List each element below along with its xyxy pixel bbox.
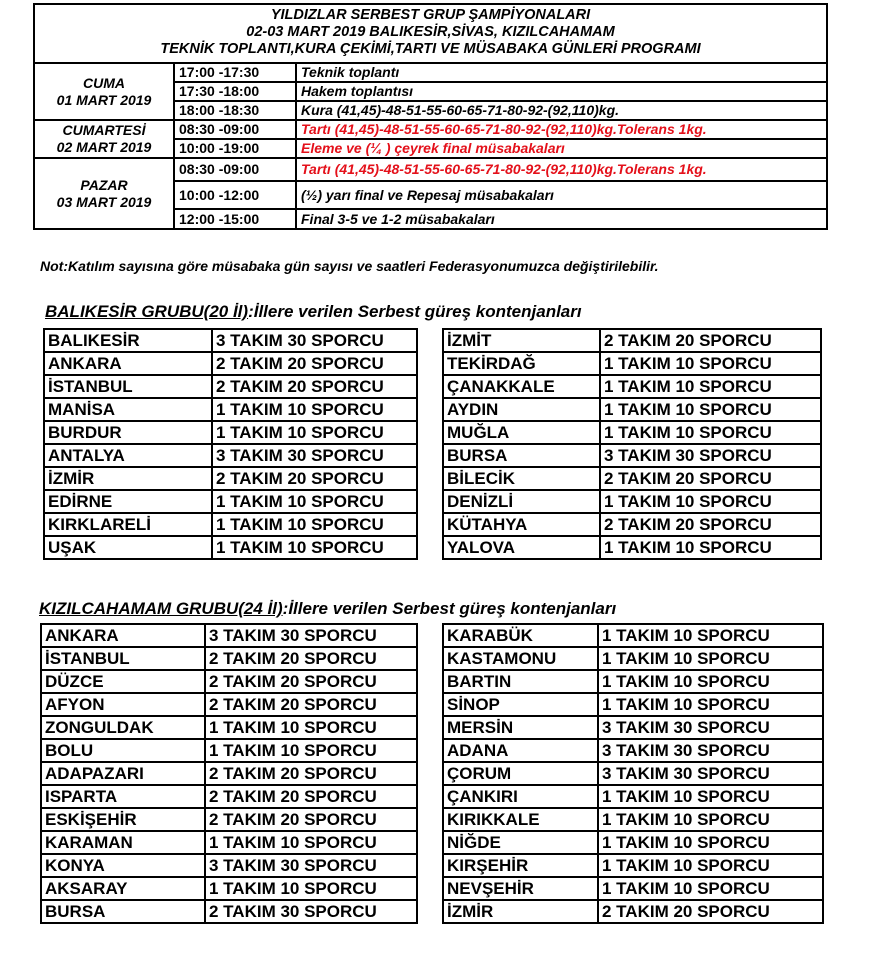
- quota-row: [44, 467, 821, 490]
- kizilcahamam-group-name: KIZILCAHAMAM GRUBU(24 İl): [39, 599, 283, 618]
- quota-cell: 3 TAKIM 30 SPORCU: [212, 444, 417, 467]
- quota-row: [41, 670, 823, 693]
- quota-cell: 1 TAKIM 10 SPORCU: [600, 536, 821, 559]
- quota-cell: 1 TAKIM 10 SPORCU: [600, 375, 821, 398]
- schedule-title-line: YILDIZLAR SERBEST GRUP ŞAMPİYONALARI: [270, 7, 591, 23]
- province-cell: TEKİRDAĞ: [443, 352, 600, 375]
- province-cell: ÇORUM: [443, 762, 598, 785]
- quota-cell: 1 TAKIM 10 SPORCU: [212, 490, 417, 513]
- province-cell: YALOVA: [443, 536, 600, 559]
- column-gap: [417, 375, 443, 398]
- day-cell: [34, 158, 174, 229]
- quota-cell: 2 TAKIM 20 SPORCU: [212, 352, 417, 375]
- column-gap: [417, 739, 443, 762]
- quota-row: [41, 854, 823, 877]
- province-cell: ESKİŞEHİR: [41, 808, 205, 831]
- quota-cell: 3 TAKIM 30 SPORCU: [598, 739, 823, 762]
- quota-row: [41, 900, 823, 923]
- quota-cell: 2 TAKIM 20 SPORCU: [205, 808, 417, 831]
- quota-row: [44, 490, 821, 513]
- balikesir-quota-table: [43, 328, 822, 560]
- quota-row: [41, 808, 823, 831]
- time-cell: 17:00 -17:30: [174, 63, 296, 82]
- province-cell: ANKARA: [41, 624, 205, 647]
- quota-row: [44, 375, 821, 398]
- schedule-title: [34, 4, 827, 63]
- quota-row: [44, 421, 821, 444]
- province-cell: AKSARAY: [41, 877, 205, 900]
- event-cell: Eleme ve (¼ ) çeyrek final müsabakaları: [296, 139, 827, 158]
- quota-cell: 3 TAKIM 30 SPORCU: [598, 716, 823, 739]
- column-gap: [417, 900, 443, 923]
- column-gap: [417, 877, 443, 900]
- event-cell: Final 3-5 ve 1-2 müsabakaları: [296, 209, 827, 229]
- province-cell: DÜZCE: [41, 670, 205, 693]
- day-cell: [34, 120, 174, 158]
- quota-cell: 1 TAKIM 10 SPORCU: [212, 513, 417, 536]
- province-cell: UŞAK: [44, 536, 212, 559]
- quota-row: [44, 513, 821, 536]
- province-cell: İZMİT: [443, 329, 600, 352]
- province-cell: MUĞLA: [443, 421, 600, 444]
- quota-cell: 2 TAKIM 20 SPORCU: [600, 467, 821, 490]
- province-cell: ISPARTA: [41, 785, 205, 808]
- column-gap: [417, 329, 443, 352]
- province-cell: BALIKESİR: [44, 329, 212, 352]
- day-cell: [34, 63, 174, 120]
- quota-cell: 1 TAKIM 10 SPORCU: [598, 624, 823, 647]
- province-cell: İSTANBUL: [41, 647, 205, 670]
- kizilcahamam-group-title: [39, 599, 616, 619]
- quota-cell: 3 TAKIM 30 SPORCU: [212, 329, 417, 352]
- province-cell: KIRŞEHİR: [443, 854, 598, 877]
- column-gap: [417, 785, 443, 808]
- kizilcahamam-group-subtitle: :İllere verilen Serbest güreş kontenjanları: [282, 599, 617, 618]
- column-gap: [417, 352, 443, 375]
- event-cell: Kura (41,45)-48-51-55-60-65-71-80-92-(92,110)kg.: [296, 101, 827, 120]
- day-date: 02 MART 2019: [56, 139, 152, 155]
- quota-cell: 1 TAKIM 10 SPORCU: [205, 831, 417, 854]
- day-name: PAZAR: [80, 176, 128, 193]
- quota-cell: 1 TAKIM 10 SPORCU: [598, 647, 823, 670]
- column-gap: [417, 536, 443, 559]
- time-cell: 10:00 -12:00: [174, 181, 296, 209]
- province-cell: İZMİR: [443, 900, 598, 923]
- column-gap: [417, 670, 443, 693]
- quota-cell: 1 TAKIM 10 SPORCU: [205, 739, 417, 762]
- quota-row: [41, 693, 823, 716]
- quota-row: [41, 716, 823, 739]
- quota-cell: 1 TAKIM 10 SPORCU: [598, 785, 823, 808]
- time-cell: 18:00 -18:30: [174, 101, 296, 120]
- province-cell: KIRIKKALE: [443, 808, 598, 831]
- balikesir-group-subtitle: :İllere verilen Serbest güreş kontenjanları: [248, 302, 582, 321]
- province-cell: ADAPAZARI: [41, 762, 205, 785]
- province-cell: AYDIN: [443, 398, 600, 421]
- time-cell: 10:00 -19:00: [174, 139, 296, 158]
- event-cell: Tartı (41,45)-48-51-55-60-65-71-80-92-(92,110)kg.Tolerans 1kg.: [296, 158, 827, 181]
- column-gap: [417, 444, 443, 467]
- time-cell: 08:30 -09:00: [174, 120, 296, 139]
- province-cell: BARTIN: [443, 670, 598, 693]
- province-cell: ÇANKIRI: [443, 785, 598, 808]
- quota-cell: 2 TAKIM 20 SPORCU: [205, 647, 417, 670]
- time-cell: 08:30 -09:00: [174, 158, 296, 181]
- column-gap: [417, 808, 443, 831]
- province-cell: BURDUR: [44, 421, 212, 444]
- province-cell: KARAMAN: [41, 831, 205, 854]
- time-cell: 17:30 -18:00: [174, 82, 296, 101]
- province-cell: İSTANBUL: [44, 375, 212, 398]
- province-cell: ANKARA: [44, 352, 212, 375]
- column-gap: [417, 467, 443, 490]
- province-cell: ADANA: [443, 739, 598, 762]
- event-cell: Teknik toplantı: [296, 63, 827, 82]
- quota-cell: 1 TAKIM 10 SPORCU: [212, 398, 417, 421]
- province-cell: MANİSA: [44, 398, 212, 421]
- column-gap: [417, 513, 443, 536]
- quota-cell: 1 TAKIM 10 SPORCU: [205, 716, 417, 739]
- schedule-row: [34, 158, 827, 181]
- quota-cell: 1 TAKIM 10 SPORCU: [212, 536, 417, 559]
- quota-row: [41, 785, 823, 808]
- schedule-row: [34, 63, 827, 82]
- schedule-row: [34, 120, 827, 139]
- quota-cell: 3 TAKIM 30 SPORCU: [205, 624, 417, 647]
- quota-cell: 1 TAKIM 10 SPORCU: [598, 877, 823, 900]
- schedule-title-line: TEKNİK TOPLANTI,KURA ÇEKİMİ,TARTI VE MÜSABAKA GÜNLERİ PROGRAMI: [160, 41, 701, 57]
- day-name: CUMA: [83, 74, 125, 91]
- column-gap: [417, 693, 443, 716]
- event-cell: Tartı (41,45)-48-51-55-60-65-71-80-92-(92,110)kg.Tolerans 1kg.: [296, 120, 827, 139]
- schedule-table: [33, 3, 828, 230]
- province-cell: NİĞDE: [443, 831, 598, 854]
- quota-cell: 3 TAKIM 30 SPORCU: [598, 762, 823, 785]
- province-cell: BOLU: [41, 739, 205, 762]
- province-cell: SİNOP: [443, 693, 598, 716]
- column-gap: [417, 831, 443, 854]
- province-cell: KÜTAHYA: [443, 513, 600, 536]
- quota-cell: 2 TAKIM 20 SPORCU: [600, 513, 821, 536]
- quota-cell: 1 TAKIM 10 SPORCU: [598, 854, 823, 877]
- quota-row: [44, 352, 821, 375]
- kizilcahamam-quota-table: [40, 623, 824, 924]
- quota-cell: 2 TAKIM 20 SPORCU: [600, 329, 821, 352]
- column-gap: [417, 490, 443, 513]
- province-cell: BURSA: [443, 444, 600, 467]
- province-cell: İZMİR: [44, 467, 212, 490]
- quota-row: [44, 398, 821, 421]
- column-gap: [417, 716, 443, 739]
- quota-cell: 1 TAKIM 10 SPORCU: [598, 808, 823, 831]
- quota-cell: 1 TAKIM 10 SPORCU: [600, 352, 821, 375]
- quota-row: [41, 762, 823, 785]
- quota-cell: 1 TAKIM 10 SPORCU: [600, 490, 821, 513]
- quota-cell: 2 TAKIM 20 SPORCU: [205, 670, 417, 693]
- province-cell: BİLECİK: [443, 467, 600, 490]
- column-gap: [417, 854, 443, 877]
- quota-row: [44, 536, 821, 559]
- quota-cell: 2 TAKIM 20 SPORCU: [205, 762, 417, 785]
- quota-cell: 2 TAKIM 20 SPORCU: [205, 693, 417, 716]
- quota-row: [41, 624, 823, 647]
- column-gap: [417, 647, 443, 670]
- quota-row: [41, 739, 823, 762]
- quota-cell: 1 TAKIM 10 SPORCU: [598, 831, 823, 854]
- quota-cell: 1 TAKIM 10 SPORCU: [212, 421, 417, 444]
- column-gap: [417, 421, 443, 444]
- quota-cell: 2 TAKIM 20 SPORCU: [212, 467, 417, 490]
- quota-cell: 1 TAKIM 10 SPORCU: [600, 398, 821, 421]
- province-cell: EDİRNE: [44, 490, 212, 513]
- quota-cell: 3 TAKIM 30 SPORCU: [600, 444, 821, 467]
- quota-cell: 1 TAKIM 10 SPORCU: [205, 877, 417, 900]
- event-cell: Hakem toplantısı: [296, 82, 827, 101]
- quota-row: [41, 647, 823, 670]
- quota-cell: 1 TAKIM 10 SPORCU: [598, 693, 823, 716]
- quota-row: [41, 831, 823, 854]
- quota-row: [44, 444, 821, 467]
- province-cell: BURSA: [41, 900, 205, 923]
- quota-cell: 2 TAKIM 30 SPORCU: [205, 900, 417, 923]
- quota-cell: 2 TAKIM 20 SPORCU: [205, 785, 417, 808]
- province-cell: AFYON: [41, 693, 205, 716]
- quota-cell: 2 TAKIM 20 SPORCU: [212, 375, 417, 398]
- day-name: CUMARTESİ: [62, 122, 146, 138]
- province-cell: NEVŞEHİR: [443, 877, 598, 900]
- column-gap: [417, 762, 443, 785]
- day-date: 01 MART 2019: [56, 91, 152, 108]
- schedule-title-line: 02-03 MART 2019 BALIKESİR,SİVAS, KIZILCAHAMAM: [246, 24, 615, 40]
- time-cell: 12:00 -15:00: [174, 209, 296, 229]
- quota-row: [44, 329, 821, 352]
- schedule-note: Not:Katılım sayısına göre müsabaka gün sayısı ve saatleri Federasyonumuzca değiştirilebilir.: [40, 258, 659, 274]
- quota-cell: 2 TAKIM 20 SPORCU: [598, 900, 823, 923]
- quota-cell: 1 TAKIM 10 SPORCU: [598, 670, 823, 693]
- province-cell: ZONGULDAK: [41, 716, 205, 739]
- province-cell: ÇANAKKALE: [443, 375, 600, 398]
- province-cell: ANTALYA: [44, 444, 212, 467]
- column-gap: [417, 398, 443, 421]
- balikesir-group-title: [45, 302, 582, 322]
- province-cell: KASTAMONU: [443, 647, 598, 670]
- province-cell: DENİZLİ: [443, 490, 600, 513]
- quota-row: [41, 877, 823, 900]
- column-gap: [417, 624, 443, 647]
- province-cell: MERSİN: [443, 716, 598, 739]
- event-cell: (½) yarı final ve Repesaj müsabakaları: [296, 181, 827, 209]
- balikesir-group-name: BALIKESİR GRUBU(20 İl): [45, 302, 249, 321]
- province-cell: KARABÜK: [443, 624, 598, 647]
- province-cell: KIRKLARELİ: [44, 513, 212, 536]
- quota-cell: 3 TAKIM 30 SPORCU: [205, 854, 417, 877]
- day-date: 03 MART 2019: [56, 193, 152, 210]
- province-cell: KONYA: [41, 854, 205, 877]
- quota-cell: 1 TAKIM 10 SPORCU: [600, 421, 821, 444]
